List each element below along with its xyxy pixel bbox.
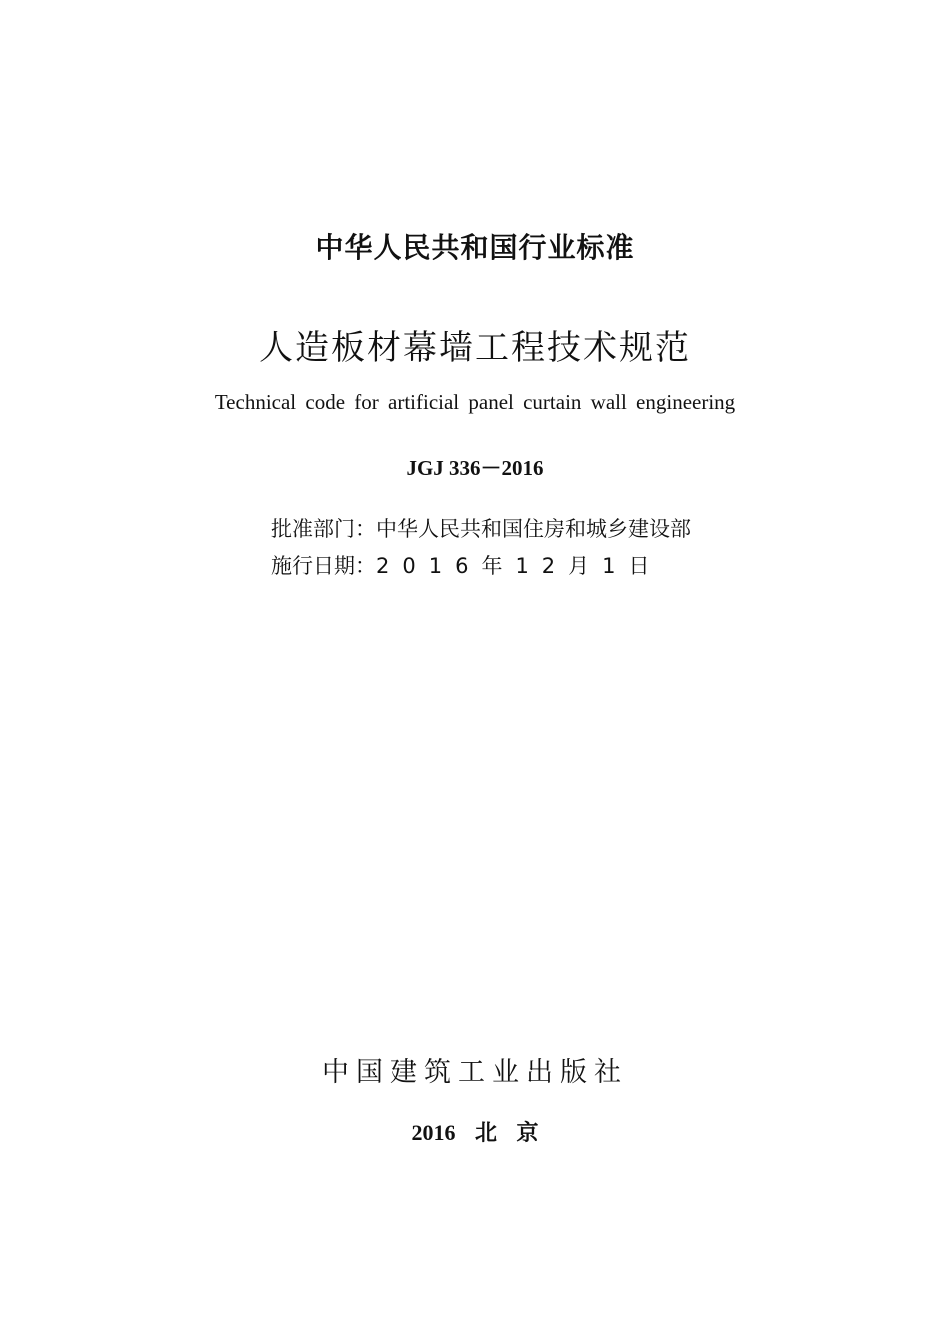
publication-year-place: 2016 北 京 xyxy=(411,1120,539,1145)
document-title-chinese: 人造板材幕墙工程技术规范 xyxy=(259,328,691,368)
standard-category: 中华人民共和国行业标准 xyxy=(315,231,635,264)
standard-number: JGJ 336－2016 xyxy=(406,456,544,480)
effective-date-row xyxy=(271,550,663,580)
publisher-name: 中国建筑工业出版社 xyxy=(322,1057,628,1088)
document-title-english: Technical code for artificial panel curtain wall engineering xyxy=(214,390,736,414)
approval-value: 中华人民共和国住房和城乡建设部 xyxy=(376,517,691,541)
effective-date-label: 施行日期： xyxy=(271,554,376,578)
approval-department-row xyxy=(271,513,691,543)
effective-date-value: 2016年12月1日 xyxy=(376,554,663,578)
approval-label: 批准部门： xyxy=(271,517,376,541)
